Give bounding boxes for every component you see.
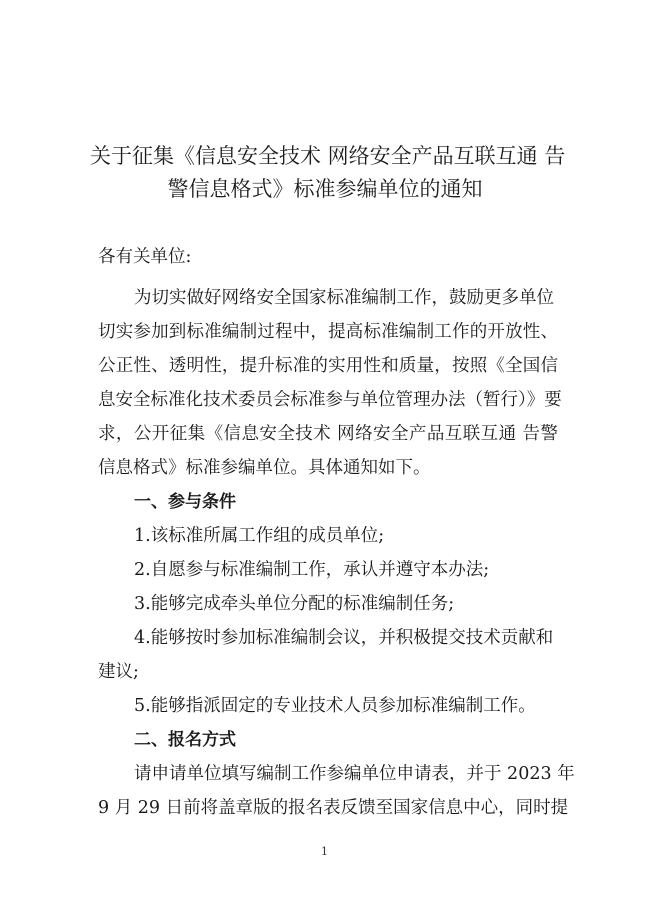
document-body — [98, 240, 575, 825]
section-heading-conditions: 一、参与条件 — [134, 492, 236, 512]
condition-item-continuation: 建议; — [98, 662, 139, 682]
intro-line: 为切实做好网络安全国家标准编制工作，鼓励更多单位 — [134, 288, 554, 308]
condition-item: 3.能够完成牵头单位分配的标准编制任务; — [134, 594, 455, 614]
condition-item: 5.能够指派固定的专业技术人员参加标准编制工作。 — [134, 696, 536, 716]
document-title — [90, 140, 566, 206]
intro-line: 信息格式》标准参编单位。具体通知如下。 — [98, 458, 431, 478]
registration-line: 请申请单位填写编制工作参编单位申请表，并于 2023 年 — [134, 764, 575, 784]
condition-item: 4.能够按时参加标准编制会议，并积极提交技术贡献和 — [134, 628, 554, 648]
intro-line: 公正性、透明性，提升标准的实用性和质量，按照《全国信 — [98, 356, 558, 376]
page-number: 1 — [321, 845, 328, 858]
intro-line: 求，公开征集《信息安全技术 网络安全产品互联互通 告警 — [98, 424, 558, 444]
condition-item: 2.自愿参与标准编制工作，承认并遵守本办法; — [134, 560, 490, 580]
condition-item: 1.该标准所属工作组的成员单位; — [134, 526, 385, 546]
title-line-1: 关于征集《信息安全技术 网络安全产品互联互通 告 — [90, 144, 566, 168]
salutation: 各有关单位: — [98, 247, 192, 267]
registration-line: 9 月 29 日前将盖章版的报名表反馈至国家信息中心，同时提 — [98, 798, 569, 818]
intro-line: 切实参加到标准编制过程中，提高标准编制工作的开放性、 — [98, 322, 558, 342]
intro-line: 息安全标准化技术委员会标准参与单位管理办法（暂行）》要 — [98, 390, 562, 410]
title-line-2: 警信息格式》标准参编单位的通知 — [167, 177, 483, 201]
intro-paragraph — [98, 281, 562, 485]
section-heading-registration: 二、报名方式 — [134, 730, 236, 750]
